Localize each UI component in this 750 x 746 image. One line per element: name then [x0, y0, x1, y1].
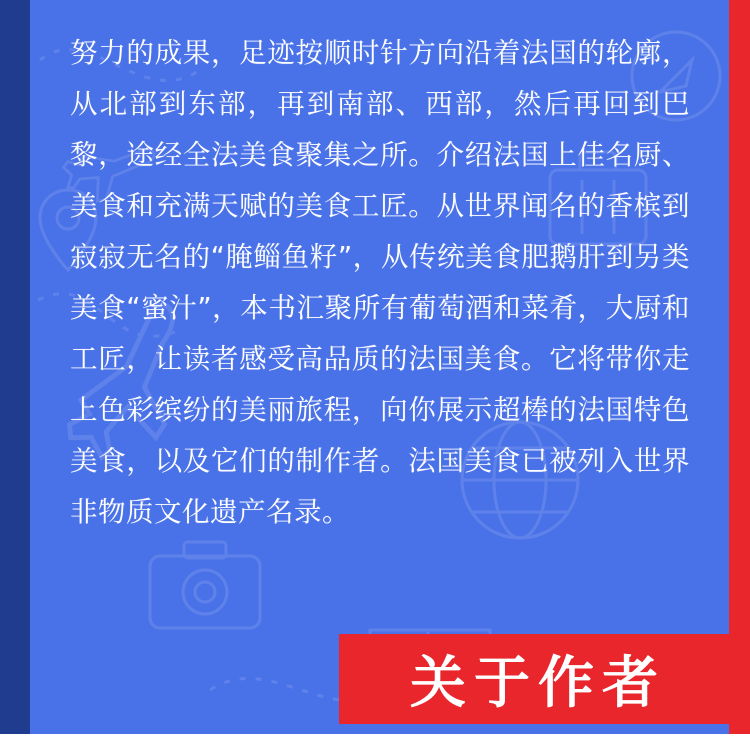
- section-banner-about-author: [339, 634, 729, 724]
- bottom-white-strip: [0, 734, 750, 746]
- right-accent-bar: [729, 0, 750, 746]
- book-description-paragraph: 努力的成果，足迹按顺时针方向沿着法国的轮廓，从北部到东部，再到南部、西部，然后再回到巴黎，途经全法美食聚集之所。介绍法国上佳名厨、美食和充满天赋的美食工匠。从世界闻名的香槟到寂寂无名的“腌鲻鱼籽”，从传统美食肥鹅肝到另类美食“蜜汁”，本书汇聚所有葡萄酒和菜肴，大厨和工匠，让读者感受高品质的法国美食。它将带你走上色彩缤纷的美丽旅程，向你展示超棒的法国特色美食，以及它们的制作者。法国美食已被列入世界非物质文化遗产名录。: [70, 36, 690, 528]
- camera-icon: [150, 542, 260, 628]
- left-accent-bar: [0, 0, 30, 746]
- section-banner-label: 关于作者: [410, 651, 666, 716]
